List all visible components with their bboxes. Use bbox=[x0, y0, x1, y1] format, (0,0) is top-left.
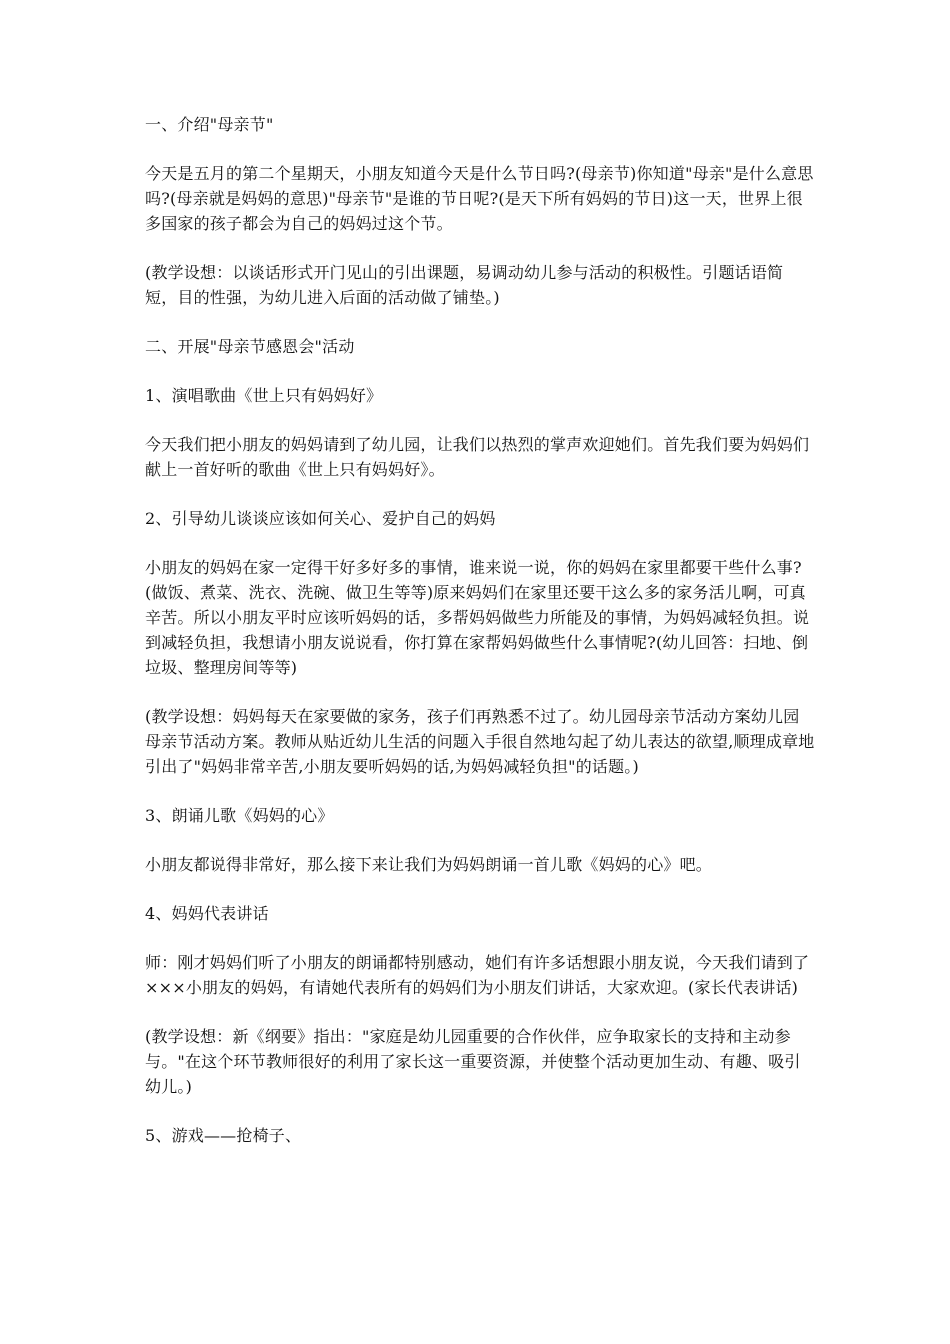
paragraph-song: 今天我们把小朋友的妈妈请到了幼儿园，让我们以热烈的掌声欢迎她们。首先我们要为妈妈们献上一首好听的歌曲《世上只有妈妈好》。 bbox=[145, 435, 810, 479]
subheading-2: 2、引导幼儿谈谈应该如何关心、爱护自己的妈妈 bbox=[145, 509, 496, 528]
document-page bbox=[145, 112, 815, 1172]
paragraph-chores: 小朋友的妈妈在家一定得干好多好多的事情，谁来说一说，你的妈妈在家里都要干些什么事?(做饭、煮菜、洗衣、洗碗、做卫生等等)原来妈妈们在家里还要干这么多的家务活儿啊，可真辛苦。所以小朋友平时应该听妈妈的话，多帮妈妈做些力所能及的事情，为妈妈减轻负担。说到减轻负担，我想请小朋友说说看，你打算在家帮妈妈做些什么事情呢?(幼儿回答：扫地、倒垃圾、整理房间等等) bbox=[145, 558, 810, 677]
section-heading-1: 一、介绍"母亲节" bbox=[145, 115, 274, 134]
subheading-4: 4、妈妈代表讲话 bbox=[145, 904, 269, 923]
teaching-note-3: (教学设想：新《纲要》指出："家庭是幼儿园重要的合作伙伴，应争取家长的支持和主动参与。"在这个环节教师很好的利用了家长这一重要资源，并使整个活动更加生动、有趣、吸引幼儿。) bbox=[145, 1027, 801, 1096]
paragraph-intro: 今天是五月的第二个星期天，小朋友知道今天是什么节日吗?(母亲节)你知道"母亲"是什么意思吗?(母亲就是妈妈的意思)"母亲节"是谁的节日呢?(是天下所有妈妈的节日)这一天，世界上很多国家的孩子都会为自己的妈妈过这个节。 bbox=[145, 164, 814, 233]
paragraph-poem: 小朋友都说得非常好，那么接下来让我们为妈妈朗诵一首儿歌《妈妈的心》吧。 bbox=[145, 855, 713, 874]
subheading-5: 5、游戏——抢椅子、 bbox=[145, 1126, 302, 1145]
teaching-note-2: (教学设想：妈妈每天在家要做的家务，孩子们再熟悉不过了。幼儿园母亲节活动方案幼儿园母亲节活动方案。教师从贴近幼儿生活的问题入手很自然地勾起了幼儿表达的欲望,顺理成章地引出了"妈妈非常辛苦,小朋友要听妈妈的话,为妈妈减轻负担"的话题。) bbox=[145, 707, 815, 776]
subheading-3: 3、朗诵儿歌《妈妈的心》 bbox=[145, 806, 334, 825]
teaching-note-1: (教学设想：以谈话形式开门见山的引出课题，易调动幼儿参与活动的积极性。引题话语简短，目的性强，为幼儿进入后面的活动做了铺垫。) bbox=[145, 263, 784, 307]
section-heading-2: 二、开展"母亲节感恩会"活动 bbox=[145, 337, 355, 356]
subheading-1: 1、演唱歌曲《世上只有妈妈好》 bbox=[145, 386, 383, 405]
paragraph-parent-speech: 师：刚才妈妈们听了小朋友的朗诵都特别感动，她们有许多话想跟小朋友说，今天我们请到了×××小朋友的妈妈，有请她代表所有的妈妈们为小朋友们讲话，大家欢迎。(家长代表讲话) bbox=[145, 953, 810, 997]
